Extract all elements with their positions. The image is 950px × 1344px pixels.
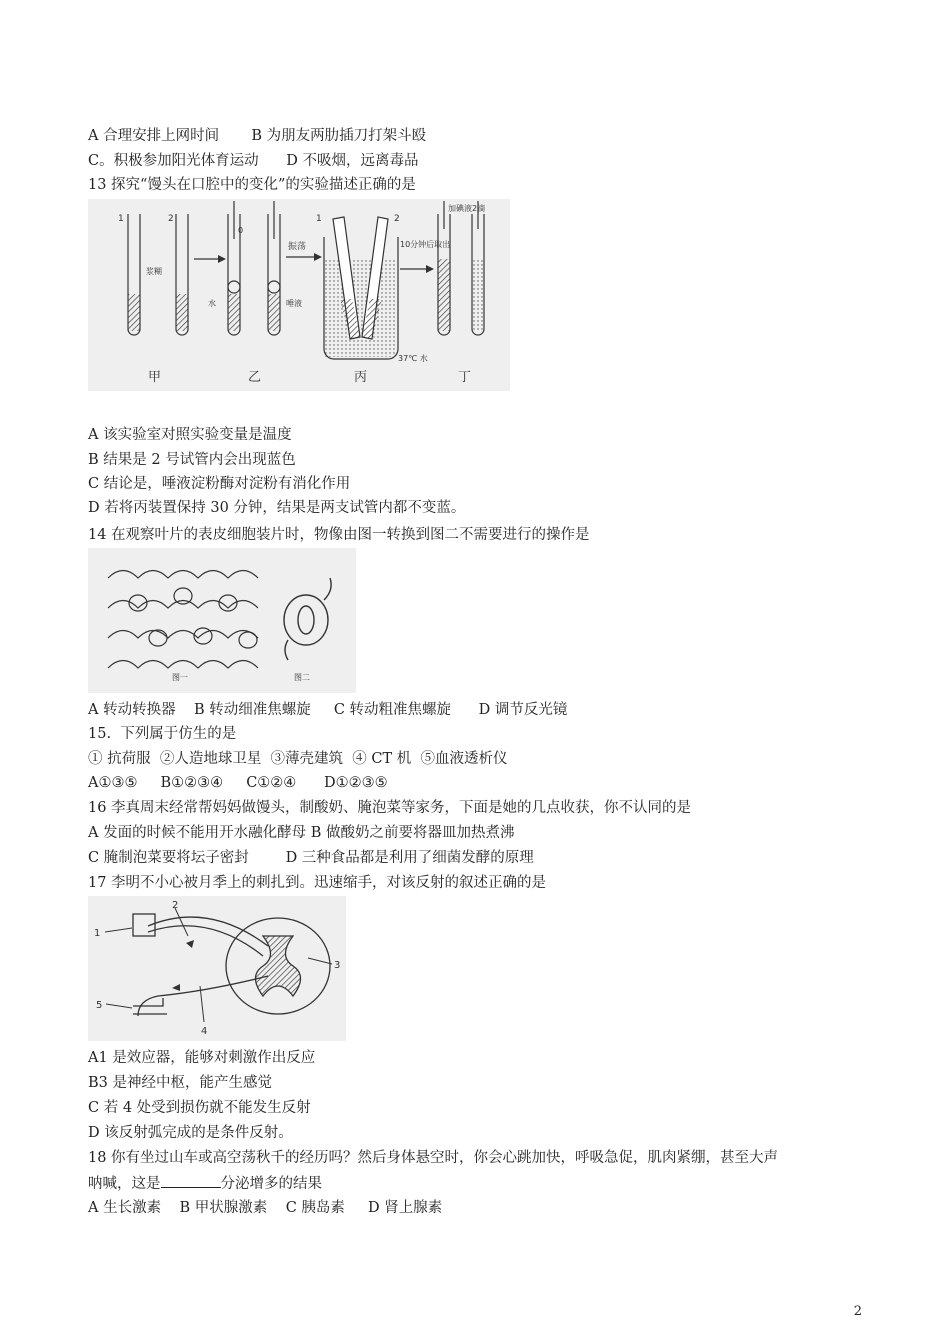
reflex-label-2: 2 [172, 900, 179, 911]
q15-options: A①③⑤ B①②③④ C①②④ D①②③⑤ [88, 775, 388, 791]
figure-label-1: 图一 [172, 673, 188, 682]
q17-stem: 17 李明不小心被月季上的刺扎到。迅速缩手，对该反射的叙述正确的是 [88, 875, 547, 891]
q17-option-a: A1 是效应器，能够对刺激作出反应 [88, 1050, 316, 1066]
tube-2-label-b: 2 [394, 214, 400, 224]
q13-option-c: C 结论是，唾液淀粉酶对淀粉有消化作用 [88, 476, 351, 492]
panel-yi-tubes [228, 201, 280, 335]
q12-option-line-1: A 合理安排上网时间 B 为朋友两肋插刀打架斗殴 [88, 128, 427, 144]
tube-1-label-b: 1 [316, 214, 322, 224]
panel-label-bing: 丙 [354, 370, 368, 385]
q15-items: ① 抗荷服 ②人造地球卫星 ③薄壳建筑 ④ CT 机 ⑤血液透析仪 [88, 751, 508, 767]
panel-label-ding: 丁 [458, 370, 472, 385]
tube-2-label-a: 2 [168, 214, 174, 224]
q17-option-d: D 该反射弧完成的是条件反射。 [88, 1125, 293, 1141]
leaf-epidermis-cells [108, 571, 258, 669]
q15-stem: 15. 下列属于仿生的是 [88, 726, 237, 742]
reflex-label-4: 4 [201, 1026, 208, 1037]
zero-label-a: 0 [238, 226, 244, 235]
q13-option-b: B 结果是 2 号试管内会出现蓝色 [88, 452, 296, 468]
shake-label: 振荡 [288, 242, 307, 252]
q18-stem-line-2 [88, 1173, 322, 1194]
q18-stem-prefix: 呐喊，这是 [88, 1176, 161, 1192]
panel-bing-beaker [324, 217, 398, 359]
q16-stem: 16 李真周末经常帮妈妈做馒头，制酸奶、腌泡菜等家务，下面是她的几点收获，你不认同的是 [88, 800, 692, 816]
tube-1-label-a: 1 [118, 214, 124, 224]
q13-option-a: A 该实验室对照实验变量是温度 [88, 427, 292, 443]
q17-option-b: B3 是神经中枢，能产生感觉 [88, 1075, 272, 1091]
q18-stem-suffix: 分泌增多的结果 [220, 1176, 322, 1192]
q13-stem: 13 探究“馒头在口腔中的变化”的实验描述正确的是 [88, 177, 416, 193]
q13-experiment-figure [88, 199, 510, 391]
ten-minute-label: 10分钟后取出 [400, 240, 451, 249]
panel-label-jia: 甲 [148, 370, 162, 385]
stoma-magnified [284, 578, 331, 660]
panel-label-yi: 乙 [248, 370, 262, 385]
q14-options: A 转动转换器 B 转动细准焦螺旋 C 转动粗准焦螺旋 D 调节反光镜 [88, 702, 568, 718]
page-number: 2 [853, 1304, 862, 1319]
q18-stem-line-1: 18 你有坐过山车或高空荡秋千的经历吗？然后身体悬空时，你会心跳加快，呼吸急促，肌肉紧绷，甚至大声 [88, 1150, 779, 1166]
reflex-label-3: 3 [334, 960, 341, 971]
answer-blank [161, 1173, 221, 1188]
panel-ding-tubes [438, 201, 484, 335]
q13-option-d: D 若将丙装置保持 30 分钟，结果是两支试管内都不变蓝。 [88, 500, 466, 516]
q16-option-line-2: C 腌制泡菜要将坛子密封 D 三种食品都是利用了细菌发酵的原理 [88, 850, 534, 866]
figure-label-2: 图二 [294, 673, 310, 682]
reflex-label-5: 5 [96, 1000, 103, 1011]
q17-option-c: C 若 4 处受到损伤就不能发生反射 [88, 1100, 311, 1116]
q14-stem: 14 在观察叶片的表皮细胞装片时，物像由图一转换到图二不需要进行的操作是 [88, 527, 590, 543]
paste-label: 浆糊 [146, 267, 162, 276]
reflex-label-1: 1 [94, 928, 101, 939]
iodine-label: 加碘液2滴 [448, 204, 486, 213]
q12-option-line-2: C。积极参加阳光体育运动 D 不吸烟，远离毒品 [88, 153, 419, 169]
q18-options: A 生长激素 B 甲状腺激素 C 胰岛素 D 肾上腺素 [88, 1200, 443, 1216]
saliva-label: 唾液 [286, 299, 302, 308]
water-label: 水 [208, 299, 216, 308]
q17-reflex-arc-figure [88, 896, 346, 1041]
q16-option-line-1: A 发面的时候不能用开水融化酵母 B 做酸奶之前要将器皿加热煮沸 [88, 825, 515, 841]
water-37-label: 37℃ 水 [398, 354, 428, 363]
reflex-arc-diagram [133, 914, 330, 1016]
q14-microscope-figure [88, 548, 356, 693]
